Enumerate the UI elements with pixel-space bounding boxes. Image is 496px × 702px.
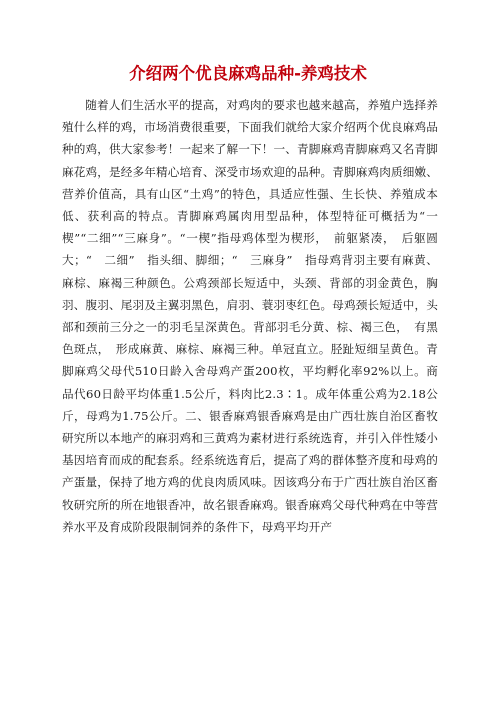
document-body-paragraph: 随着人们生活水平的提高，对鸡肉的要求也越来越高，养殖户选择养殖什么样的鸡，市场消费很重要，下面我们就给大家介绍两个优良麻鸡品种的鸡，供大家参考！一起来了解一下！一、青脚麻鸡青脚麻鸡又名青脚麻花鸡，是经多年精心培育、深受市场欢迎的品种。青脚麻鸡肉质细嫩、营养价值高，具有山区“土鸡”的特色，具适应性强、生长快、养殖成本低、获利高的特点。青脚麻鸡属肉用型品种，体型特征可概括为“一楔”“二细”“三麻身”。“一楔”指母鸡体型为楔形， 前躯紧凑， 后躯圆大；“ 二细” 指头细、脚细；“ 三麻身” 指母鸡背羽主要有麻黄、麻棕、麻褐三种颜色。公鸡颈部长短适中，头颈、背部的羽金黄色，胸羽、腹羽、尾羽及主翼羽黑色，肩羽、蓑羽枣红色。母鸡颈长短适中，头部和颈前三分之一的羽毛呈深黄色。背部羽毛分黄、棕、褐三色， 有黑色斑点， 形成麻黄、麻棕、麻褐三种。单冠直立。胫趾短细呈黄色。青脚麻鸡父母代510日龄入舍母鸡产蛋200枚，平均孵化率92%以上。商品代60日龄平均体重1.5公斤，料肉比2.3∶1。成年体重公鸡为2.18公斤，母鸡为1.75公斤。二、银香麻鸡银香麻鸡是由广西壮族自治区畜牧研究所以本地产的麻羽鸡和三黄鸡为素材进行系统选育，并引入伴性矮小基因培育而成的配套系。经系统选育后，提高了鸡的群体整齐度和母鸡的产蛋量，保持了地方鸡的优良肉质风味。因该鸡分布于广西壮族自治区畜牧研究所的所在地银香冲，故名银香麻鸡。银香麻鸡父母代种鸡在中等营养水平及育成阶段限制饲养的条件下，母鸡平均开产	[62, 98, 438, 534]
document-title: 介绍两个优良麻鸡品种-养鸡技术	[129, 64, 367, 83]
